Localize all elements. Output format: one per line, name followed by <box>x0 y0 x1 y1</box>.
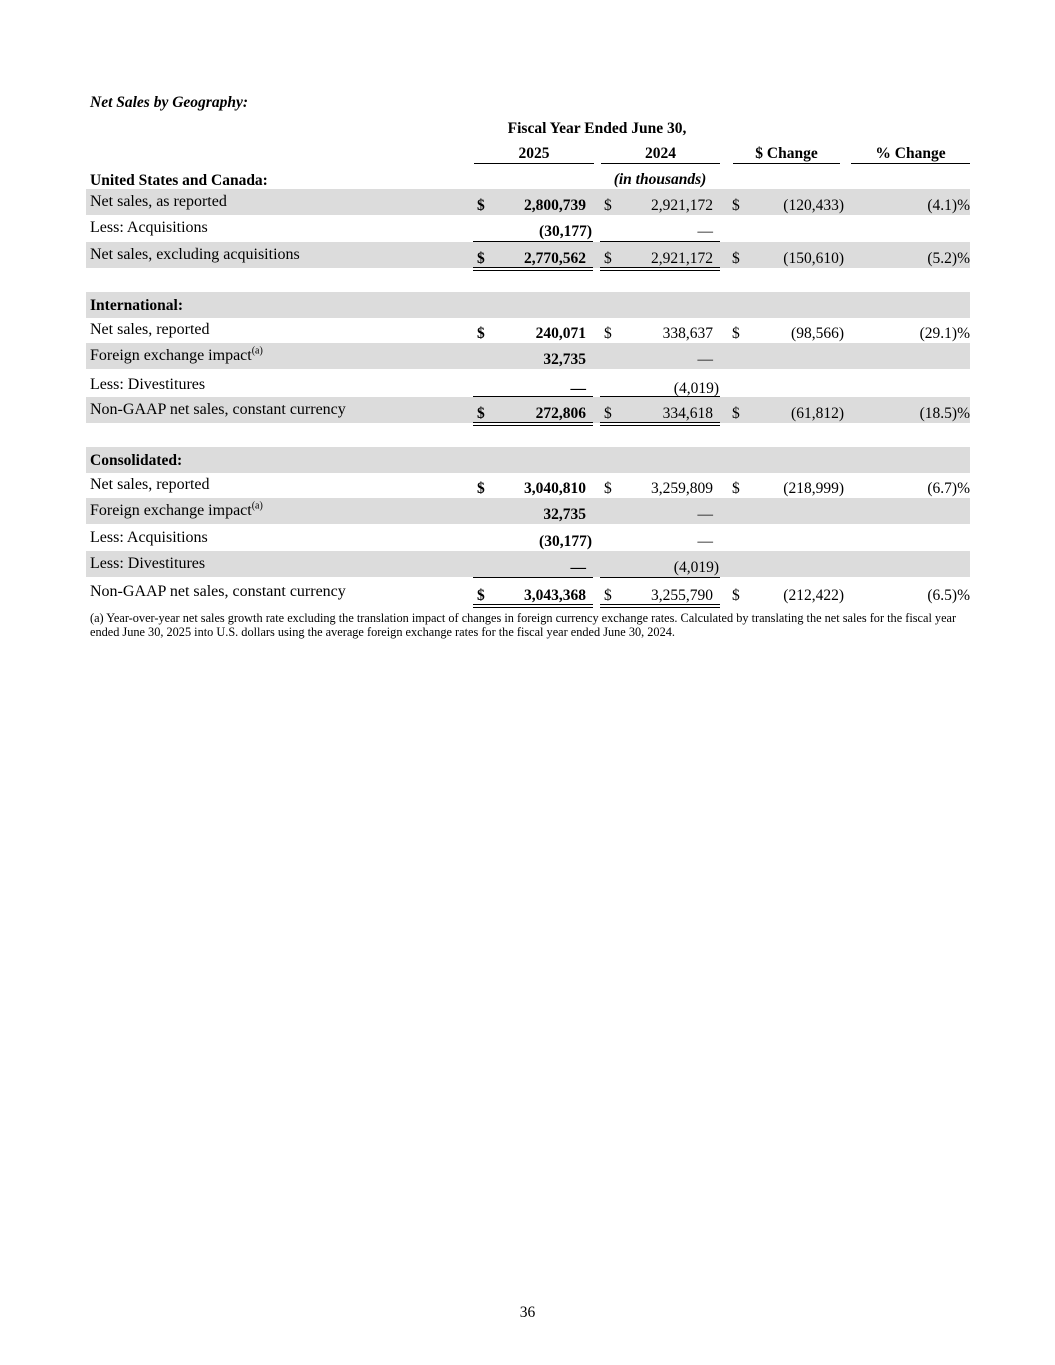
subtotal-rule <box>473 577 593 578</box>
currency-symbol: $ <box>604 250 612 267</box>
us-net-sales-excl-acq-row <box>86 242 970 268</box>
us-canada-heading: United States and Canada: <box>90 172 268 189</box>
fy2024-value: 3,259,809 <box>651 480 713 497</box>
consolidated-heading-row <box>86 447 970 473</box>
period-header: Fiscal Year Ended June 30, <box>507 120 687 137</box>
cons-less-acquisitions-row <box>86 525 970 551</box>
subtotal-rule <box>600 577 720 578</box>
total-double-rule <box>473 267 593 271</box>
intl-fx-impact-row <box>86 343 970 369</box>
fy2025-value: 32,735 <box>543 506 586 523</box>
intl-non-gaap-row <box>86 397 970 423</box>
dollar-change-value: (150,610) <box>783 250 844 267</box>
currency-symbol: $ <box>732 325 740 342</box>
pct-change-value: (6.5)% <box>927 587 970 604</box>
currency-symbol: $ <box>477 325 485 342</box>
fy2024-value: 2,921,172 <box>651 250 713 267</box>
currency-symbol: $ <box>732 587 740 604</box>
fy2025-value: 2,800,739 <box>524 197 586 214</box>
currency-symbol: $ <box>604 587 612 604</box>
currency-symbol: $ <box>477 587 485 604</box>
currency-symbol: $ <box>477 250 485 267</box>
total-double-rule <box>600 267 720 271</box>
units-note: (in thousands) <box>613 171 707 188</box>
row-label: Less: Acquisitions <box>90 529 208 546</box>
cons-non-gaap-row <box>86 579 970 605</box>
row-label: Net sales, reported <box>90 476 210 493</box>
pct-change-value: (4.1)% <box>927 197 970 214</box>
row-label: Less: Divestitures <box>90 555 206 572</box>
row-label: Less: Acquisitions <box>90 219 208 236</box>
footnote: (a) Year-over-year net sales growth rate excluding the translation impact of changes in foreign currency exchange rates. Calculated by translating the net sales for the fiscal year ended June 30, 2025 into U.S. dollars using the average foreign exchange rates for the fiscal year ended June 30, 2024. <box>90 611 957 639</box>
fy2025-value: 3,040,810 <box>524 480 586 497</box>
consolidated-heading: Consolidated: <box>90 452 183 469</box>
fy2025-value: — <box>570 559 586 576</box>
footnote-ref: (a) <box>251 345 263 357</box>
currency-symbol: $ <box>477 197 485 214</box>
dollar-change-value: (218,999) <box>783 480 844 497</box>
row-label: Net sales, excluding acquisitions <box>90 246 300 263</box>
total-double-rule <box>600 604 720 608</box>
currency-symbol: $ <box>604 480 612 497</box>
cons-fx-impact-row <box>86 498 970 524</box>
fy2025-value: (30,177) <box>539 533 592 550</box>
cons-less-divestitures-row <box>86 551 970 577</box>
currency-symbol: $ <box>732 250 740 267</box>
fy2024-value: — <box>697 533 713 550</box>
fy2025-value: (30,177) <box>539 223 592 240</box>
fy2025-value: 2,770,562 <box>524 250 586 267</box>
dollar-change-value: (98,566) <box>791 325 844 342</box>
intl-less-divestitures-row <box>86 372 970 398</box>
row-label-text: Foreign exchange impact <box>90 502 252 519</box>
currency-symbol: $ <box>477 480 485 497</box>
fy2024-value: — <box>697 223 713 240</box>
international-heading: International: <box>90 297 183 314</box>
fy2024-value: 3,255,790 <box>651 587 713 604</box>
pct-change-value: (18.5)% <box>919 405 970 422</box>
column-header-2024: 2024 <box>601 145 720 164</box>
intl-net-sales-reported-row <box>86 317 970 343</box>
page-number: 36 <box>519 1304 536 1321</box>
international-heading-row <box>86 292 970 318</box>
fy2025-value: 272,806 <box>535 405 586 422</box>
row-label: Non-GAAP net sales, constant currency <box>90 583 346 600</box>
fy2025-value: 32,735 <box>543 351 586 368</box>
currency-symbol: $ <box>732 197 740 214</box>
footnote-ref: (a) <box>251 500 263 512</box>
currency-symbol: $ <box>604 197 612 214</box>
column-header-dollar-change: $ Change <box>733 145 840 164</box>
pct-change-value: (5.2)% <box>927 250 970 267</box>
fy2024-value: — <box>697 506 713 523</box>
currency-symbol: $ <box>477 405 485 422</box>
pct-change-value: (6.7)% <box>927 480 970 497</box>
column-header-pct-change: % Change <box>851 145 970 164</box>
fy2024-value: 2,921,172 <box>651 197 713 214</box>
fy2025-value: 3,043,368 <box>524 587 586 604</box>
us-less-acquisitions-row <box>86 215 970 241</box>
currency-symbol: $ <box>732 480 740 497</box>
dollar-change-value: (120,433) <box>783 197 844 214</box>
total-double-rule <box>473 604 593 608</box>
section-title: Net Sales by Geography: <box>90 94 248 111</box>
dollar-change-value: (212,422) <box>783 587 844 604</box>
dollar-change-value: (61,812) <box>791 405 844 422</box>
currency-symbol: $ <box>604 325 612 342</box>
column-header-2025: 2025 <box>474 145 594 164</box>
row-label-text: Foreign exchange impact <box>90 347 252 364</box>
fy2024-value: (4,019) <box>673 559 719 576</box>
row-label <box>90 347 263 365</box>
fy2024-value: 334,618 <box>662 405 713 422</box>
row-label: Net sales, reported <box>90 321 210 338</box>
row-label: Less: Divestitures <box>90 376 206 393</box>
total-double-rule <box>600 422 720 426</box>
fy2024-value: 338,637 <box>662 325 713 342</box>
fy2025-value: 240,071 <box>535 325 586 342</box>
row-label <box>90 502 263 520</box>
fy2024-value: (4,019) <box>673 380 719 397</box>
currency-symbol: $ <box>732 405 740 422</box>
row-label: Non-GAAP net sales, constant currency <box>90 401 346 418</box>
row-label: Net sales, as reported <box>90 193 227 210</box>
fy2025-value: — <box>570 380 586 397</box>
cons-net-sales-reported-row <box>86 472 970 498</box>
us-net-sales-reported-row <box>86 189 970 215</box>
total-double-rule <box>473 422 593 426</box>
fy2024-value: — <box>697 351 713 368</box>
pct-change-value: (29.1)% <box>919 325 970 342</box>
currency-symbol: $ <box>604 405 612 422</box>
